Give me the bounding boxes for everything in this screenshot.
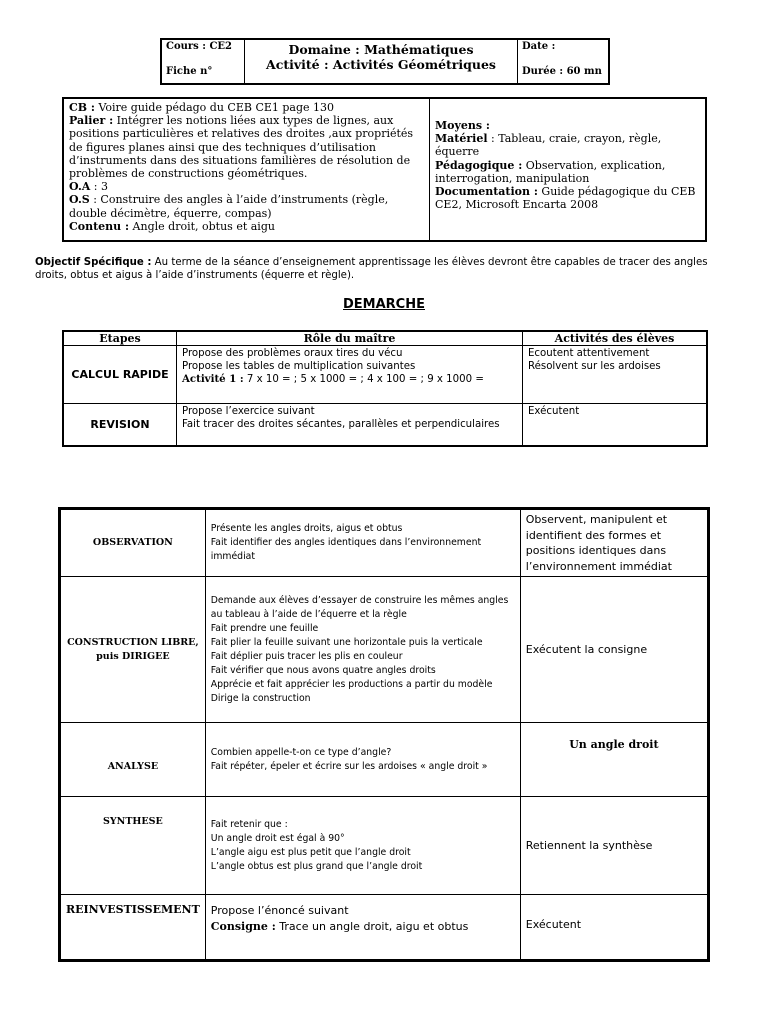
stage-observation: OBSERVATION <box>60 509 206 577</box>
header-right <box>518 39 610 84</box>
role-cell: Demande aux élèves d’essayer de construire les mêmes angles au tableau à l’aide de l’équerre et la règle Fait prendre une feuille Fait plier la feuille suivant une horizontale puis la verticale Fait déplier puis tracer les plis en couleur Fait vérifier que nous avons quatre angles droits Apprécie et fait apprécier les productions a partir du modèle Dirige la construction <box>205 577 520 723</box>
demarche-heading: DEMARCHE <box>343 297 425 312</box>
objectif-specifique <box>35 256 725 282</box>
domaine-title: Domaine : Mathématiques <box>288 42 474 57</box>
materiel-line: Matériel : Tableau, craie, crayon, règle, équerre <box>435 132 662 159</box>
role-cell: Propose des problèmes oraux tires du vécu Propose les tables de multiplication suivantes Activité 1 : 7 x 10 = ; 5 x 1000 = ; 4 x 100 = ; 9 x 1000 = <box>177 346 523 404</box>
documentation-line: Documentation : Guide pédagogique du CEB CE2, Microsoft Encarta 2008 <box>435 185 696 212</box>
table-row <box>60 577 709 723</box>
role-cell: Fait retenir que : Un angle droit est égal à 90° L’angle aigu est plus petit que l’angle droit L’angle obtus est plus grand que l’angle droit <box>205 797 520 895</box>
info-right <box>430 98 707 241</box>
col-header-etapes: Etapes <box>63 331 177 346</box>
eleves-cell: Observent, manipulent et identifient des formes et positions identiques dans l’environnement immédiat <box>520 509 708 577</box>
table-row <box>63 404 707 446</box>
info-left <box>63 98 430 241</box>
eleves-cell: Exécutent <box>520 895 708 961</box>
lesson-info <box>62 97 707 242</box>
eleves-cell: Retiennent la synthèse <box>520 797 708 895</box>
col-header-activites: Activités des élèves <box>523 331 708 346</box>
stage-reinvestissement: REINVESTISSEMENT <box>60 895 206 961</box>
eleves-cell: Exécutent la consigne <box>520 577 708 723</box>
table-row <box>63 346 707 404</box>
objectif-label: Objectif Spécifique : <box>35 257 152 268</box>
eleves-cell: Un angle droit <box>520 723 708 797</box>
header-left <box>161 39 245 84</box>
os-line: O.S : Construire des angles à l’aide d’instruments (règle, double décimètre, équerre, compas) <box>69 193 389 220</box>
moyens-label: Moyens : <box>435 119 490 132</box>
lesson-header <box>160 38 610 85</box>
date-label: Date : <box>522 41 556 52</box>
oa-line: O.A : 3 <box>69 180 109 194</box>
stage-construction: CONSTRUCTION LIBRE, puis DIRIGEE <box>60 577 206 723</box>
stage-revision: REVISION <box>63 404 177 446</box>
table-row <box>60 895 709 961</box>
palier-line: Palier : Intégrer les notions liées aux types de lignes, aux positions particulières et relatives des droites ,aux propriétés de figures planes ainsi que des techniques d’utilisation d’instruments dans des situations familières de résolution de problèmes de constructions géométriques. <box>69 114 414 181</box>
objectif-text: Au terme de la séance d’enseignement apprentissage les élèves devront être capables de tracer des angles droits, obtus et aigus à l’aide d’instruments (équerre et règle). <box>35 257 708 281</box>
contenu-line: Contenu : Angle droit, obtus et aigu <box>69 219 275 233</box>
table-row <box>60 509 709 577</box>
table-row <box>60 723 709 797</box>
col-header-role: Rôle du maître <box>177 331 523 346</box>
demarche-table-2 <box>58 507 710 962</box>
table-row <box>60 797 709 895</box>
role-cell: Propose l’énoncé suivant Consigne : Trace un angle droit, aigu et obtus <box>205 895 520 961</box>
stage-synthese: SYNTHESE <box>60 797 206 895</box>
stage-calcul-rapide: CALCUL RAPIDE <box>63 346 177 404</box>
duree-label: Durée : 60 mn <box>522 66 602 77</box>
cours-label: Cours : CE2 <box>166 41 232 52</box>
role-cell: Combien appelle-t-on ce type d’angle? Fait répéter, épeler et écrire sur les ardoises « angle droit » <box>205 723 520 797</box>
pedagogique-line: Pédagogique : Observation, explication, interrogation, manipulation <box>435 158 666 185</box>
demarche-table-1 <box>62 330 708 447</box>
role-cell: Propose l’exercice suivant Fait tracer des droites sécantes, parallèles et perpendiculaires <box>177 404 523 446</box>
activite-title: Activité : Activités Géométriques <box>266 57 496 72</box>
stage-analyse: ANALYSE <box>60 723 206 797</box>
header-center <box>245 39 518 84</box>
table-header-row <box>63 331 707 346</box>
cb-line: CB : Voire guide pédago du CEB CE1 page 130 <box>69 101 335 114</box>
role-cell: Présente les angles droits, aigus et obtus Fait identifier des angles identiques dans l’environnement immédiat <box>205 509 520 577</box>
eleves-cell: Ecoutent attentivement Résolvent sur les ardoises <box>523 346 708 404</box>
fiche-label: Fiche n° <box>166 66 213 77</box>
eleves-cell: Exécutent <box>523 404 708 446</box>
